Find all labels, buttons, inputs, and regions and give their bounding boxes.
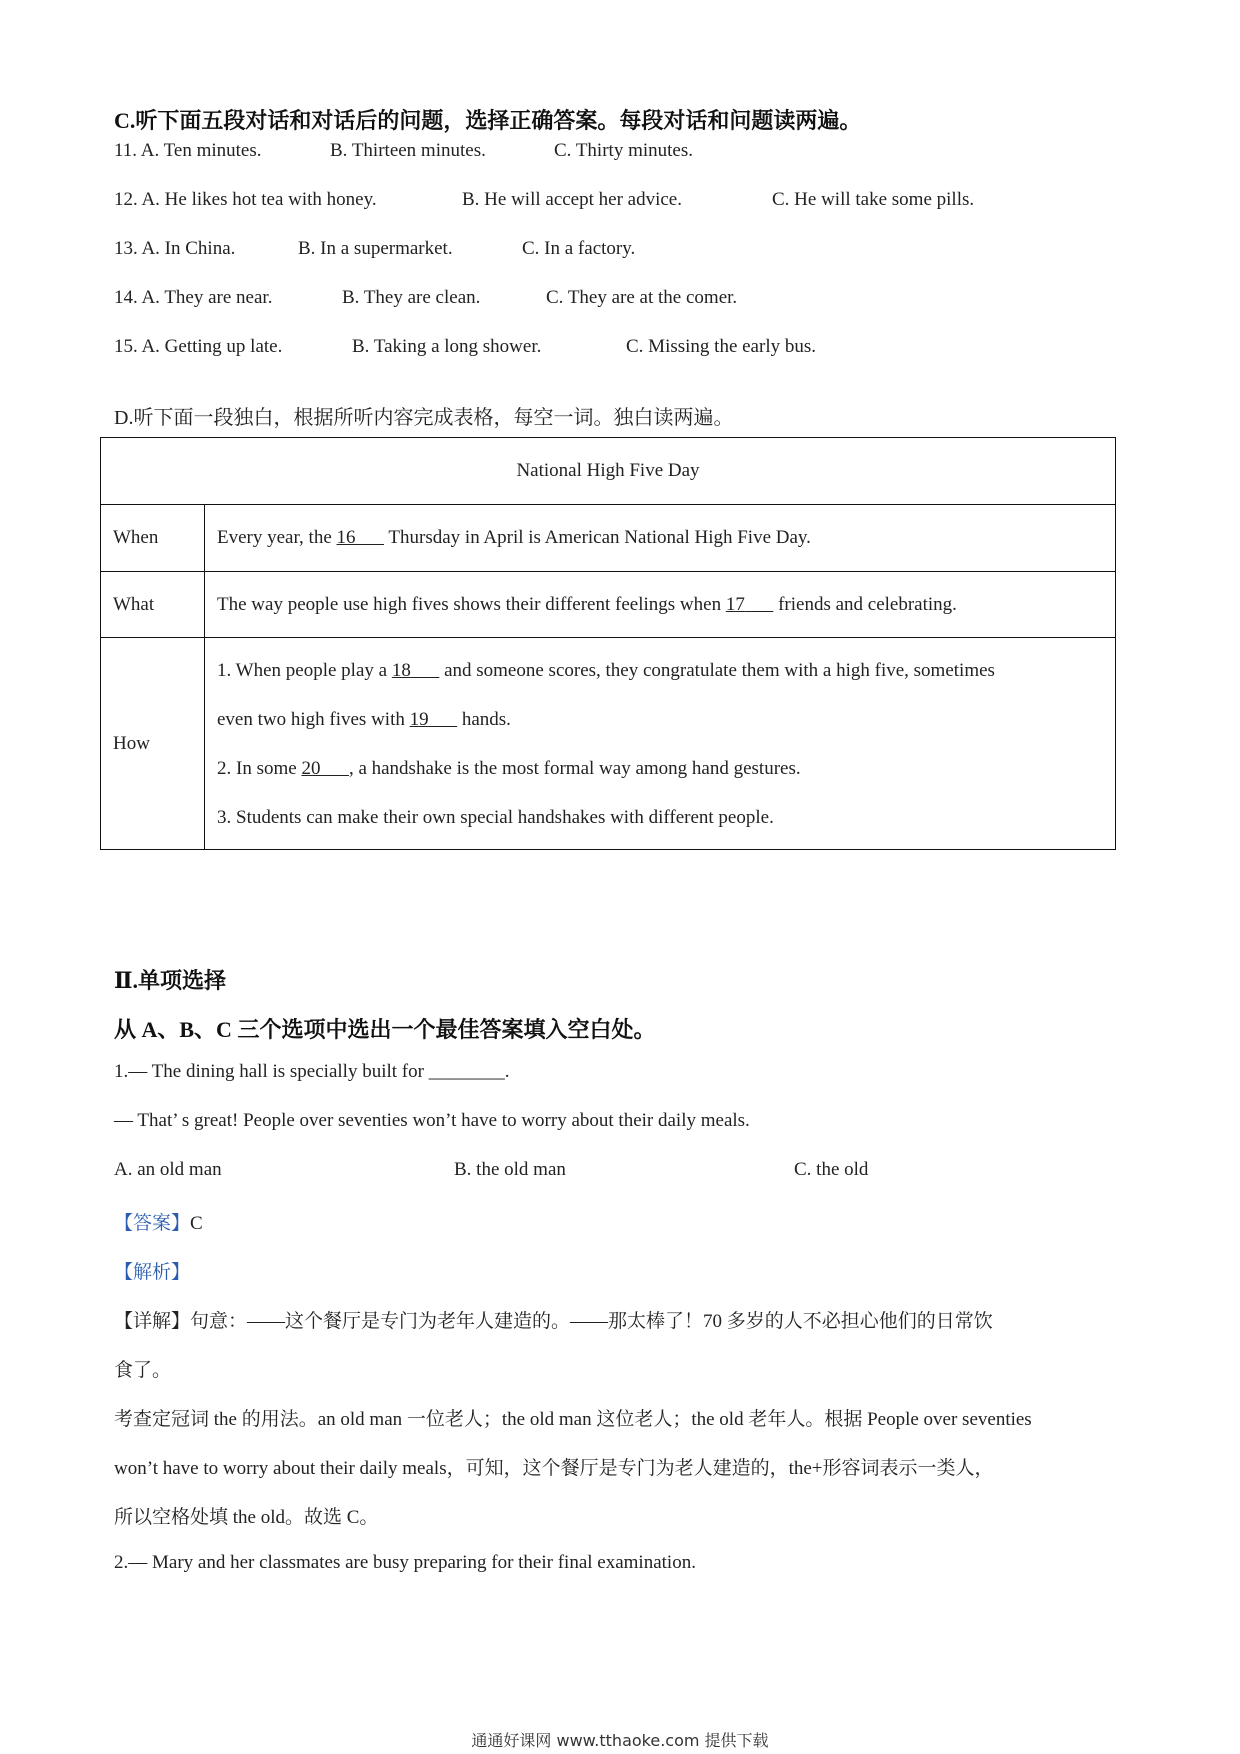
high-five-table bbox=[100, 437, 1116, 850]
table-row-what bbox=[101, 572, 1116, 638]
row-content-what bbox=[205, 572, 1116, 638]
section-d-heading: D.听下面一段独白，根据所听内容完成表格，每空一词。独白读两遍。 bbox=[114, 407, 734, 429]
option-c: C. He will take some pills. bbox=[772, 189, 975, 210]
option-c: C. Missing the early bus. bbox=[626, 336, 816, 357]
row-label-what: What bbox=[101, 572, 205, 638]
option-b: B. Thirteen minutes. bbox=[330, 140, 486, 161]
page-footer: 通通好课网 www.tthaoke.com 提供下载 bbox=[471, 1731, 769, 1750]
how-line-1: 1. When people play a 18 and someone scores, they congratulate them with a high five, sometimes bbox=[217, 659, 995, 681]
answer-line bbox=[114, 1208, 203, 1235]
option-b: B. In a supermarket. bbox=[298, 238, 453, 259]
how-line-1b: even two high fives with 19 hands. bbox=[217, 708, 511, 730]
table-title: National High Five Day bbox=[101, 438, 1116, 505]
option-a: 14. A. They are near. bbox=[114, 287, 273, 308]
option-a: A. an old man bbox=[114, 1159, 222, 1180]
option-b: B. the old man bbox=[454, 1159, 566, 1180]
option-b: B. They are clean. bbox=[342, 287, 481, 308]
detail-line-3: 考查定冠词 the 的用法。an old man 一位老人；the old man 这位老人；the old 老年人。根据 People over seventies bbox=[114, 1409, 1032, 1430]
q2-prompt: 2.— Mary and her classmates are busy preparing for their final examination. bbox=[114, 1552, 696, 1573]
how-line-2: 2. In some 20 , a handshake is the most formal way among hand gestures. bbox=[217, 757, 801, 779]
when-text-start: Every year, the bbox=[217, 527, 337, 548]
option-a: 15. A. Getting up late. bbox=[114, 336, 283, 357]
section-ii-instruction: 从 A、B、C 三个选项中选出一个最佳答案填入空白处。 bbox=[114, 1017, 656, 1042]
section-ii-heading: Ⅱ.单项选择 bbox=[114, 968, 227, 993]
answer-value: C bbox=[190, 1213, 203, 1234]
option-c: C. They are at the comer. bbox=[546, 287, 738, 308]
row-label-when: When bbox=[101, 505, 205, 572]
q1-prompt: 1.— The dining hall is specially built for ________. bbox=[114, 1061, 510, 1082]
blank-19: 19 bbox=[409, 708, 429, 730]
q1-response: — That’ s great! People over seventies won’t have to worry about their daily meals. bbox=[114, 1110, 750, 1131]
section-c-heading: C.听下面五段对话和对话后的问题，选择正确答案。每段对话和问题读两遍。 bbox=[114, 108, 862, 133]
option-a: 13. A. In China. bbox=[114, 238, 236, 259]
option-b: B. Taking a long shower. bbox=[352, 336, 542, 357]
row-content-when bbox=[205, 505, 1116, 572]
detail-line-2: 食了。 bbox=[114, 1360, 172, 1381]
table-row-when bbox=[101, 505, 1116, 572]
option-a: 11. A. Ten minutes. bbox=[114, 140, 262, 161]
blank-16: 16 bbox=[336, 527, 356, 548]
detail-line-1: 【详解】句意：——这个餐厅是专门为老年人建造的。——那太棒了！70 多岁的人不必担心他们的日常饮 bbox=[114, 1311, 993, 1332]
option-a: 12. A. He likes hot tea with honey. bbox=[114, 189, 377, 210]
blank-18: 18 bbox=[391, 659, 411, 681]
table-title-row bbox=[101, 438, 1116, 505]
answer-label: 【答案】 bbox=[114, 1213, 191, 1234]
option-c: C. In a factory. bbox=[522, 238, 636, 259]
blank-17: 17 bbox=[725, 593, 745, 615]
what-text-start: The way people use high fives shows their different feelings when bbox=[217, 593, 726, 615]
what-text-end: friends and celebrating. bbox=[773, 593, 957, 615]
blank-20: 20 bbox=[301, 757, 321, 779]
row-content-how bbox=[205, 638, 1116, 850]
table-row-how bbox=[101, 638, 1116, 850]
when-text-end: Thursday in April is American National High Five Day. bbox=[384, 527, 811, 548]
option-c: C. the old bbox=[794, 1159, 869, 1180]
detail-line-4: won’t have to worry about their daily meals，可知，这个餐厅是专门为老人建造的，the+形容词表示一类人， bbox=[114, 1458, 994, 1479]
row-label-how: How bbox=[101, 638, 205, 850]
how-line-3: 3. Students can make their own special handshakes with different people. bbox=[217, 806, 774, 828]
option-b: B. He will accept her advice. bbox=[462, 189, 682, 210]
analysis-label: 【解析】 bbox=[114, 1262, 191, 1283]
option-c: C. Thirty minutes. bbox=[554, 140, 693, 161]
detail-line-5: 所以空格处填 the old。故选 C。 bbox=[114, 1507, 379, 1528]
